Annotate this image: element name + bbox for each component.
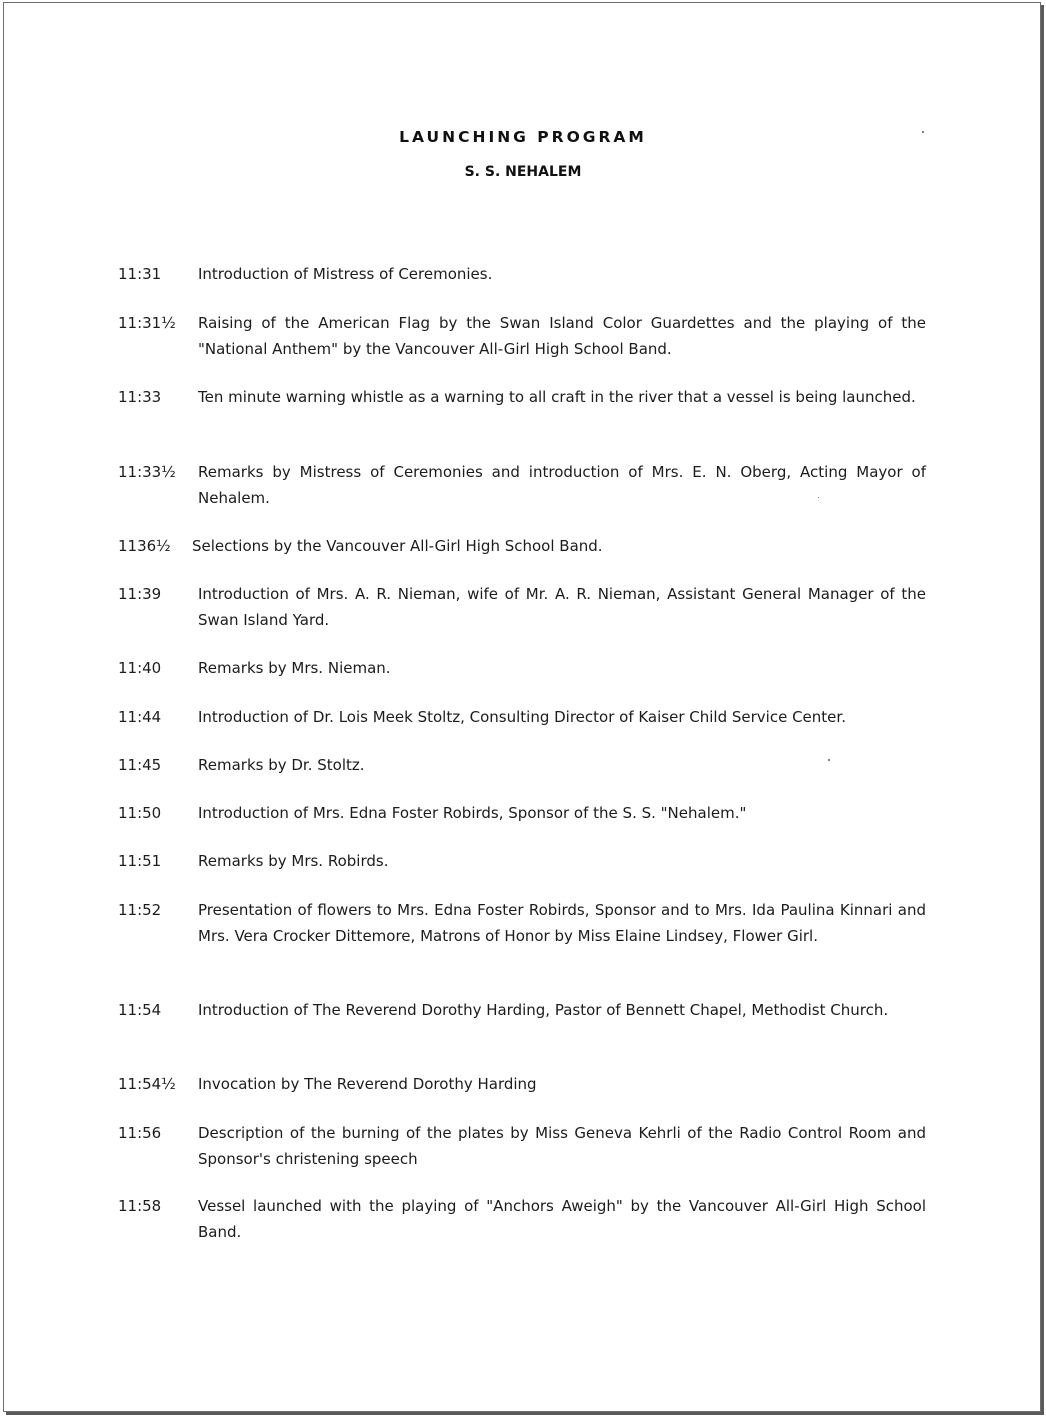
program-entry (118, 1120, 926, 1172)
paper-speck (828, 759, 830, 761)
entry-time: 11:50 (118, 804, 162, 822)
entry-description: Introduction of Mistress of Ceremonies. (198, 265, 493, 283)
page-subtitle: S. S. NEHALEM (464, 164, 582, 180)
entry-description: Introduction of Mrs. Edna Foster Robirds, Sponsor of the S. S. "Nehalem." (198, 804, 747, 822)
entry-time: 11:31½ (118, 314, 176, 332)
program-entry (118, 997, 926, 1023)
entry-description: Introduction of Dr. Lois Meek Stoltz, Consulting Director of Kaiser Child Service Center. (198, 708, 846, 726)
program-entry (118, 897, 926, 949)
program-entry (118, 704, 926, 730)
entry-description: Remarks by Mrs. Nieman. (198, 659, 391, 677)
entry-description: Introduction of The Reverend Dorothy Harding, Pastor of Bennett Chapel, Methodist Church. (198, 1001, 889, 1019)
program-entry (118, 1193, 926, 1245)
entry-time: 11:51 (118, 852, 162, 870)
entry-description: Invocation by The Reverend Dorothy Harding (198, 1075, 537, 1093)
entry-time: 11:39 (118, 585, 162, 603)
program-entry (118, 752, 926, 778)
entry-time: 11:56 (118, 1124, 162, 1142)
entry-time: 1136½ (118, 537, 171, 555)
program-entry (118, 310, 926, 362)
entry-time: 11:44 (118, 708, 162, 726)
entry-time: 11:54½ (118, 1075, 176, 1093)
program-entry (118, 655, 926, 681)
program-entry (118, 581, 926, 633)
entry-description: Remarks by Mistress of Ceremonies and introduction of Mrs. E. N. Oberg, Acting Mayor of Nehalem. (198, 463, 926, 507)
paper-speck (922, 131, 924, 133)
entry-time: 11:33 (118, 388, 162, 406)
program-entry (118, 848, 926, 874)
program-entry (118, 533, 926, 559)
entry-time: 11:45 (118, 756, 162, 774)
program-entry (118, 384, 926, 410)
program-entry (118, 800, 926, 826)
entry-description: Vessel launched with the playing of "Anchors Aweigh" by the Vancouver All-Girl High School Band. (198, 1197, 926, 1241)
entry-description: Remarks by Dr. Stoltz. (198, 756, 365, 774)
entry-time: 11:58 (118, 1197, 162, 1215)
entry-description: Remarks by Mrs. Robirds. (198, 852, 389, 870)
entry-description: Raising of the American Flag by the Swan Island Color Guardettes and the playing of the "National Anthem" by the Vancouver All-Girl High School Band. (198, 314, 926, 358)
paper-speck (818, 497, 819, 498)
program-entry (118, 1071, 926, 1097)
entry-time: 11:33½ (118, 463, 176, 481)
entry-time: 11:40 (118, 659, 162, 677)
program-entry (118, 261, 926, 287)
entry-time: 11:52 (118, 901, 162, 919)
entry-time: 11:54 (118, 1001, 162, 1019)
entry-time: 11:31 (118, 265, 162, 283)
program-entry (118, 459, 926, 511)
entry-description: Description of the burning of the plates by Miss Geneva Kehrli of the Radio Control Room and Sponsor's christening speech (198, 1124, 926, 1168)
page-title: LAUNCHING PROGRAM (399, 128, 647, 146)
entry-description: Presentation of flowers to Mrs. Edna Foster Robirds, Sponsor and to Mrs. Ida Paulina Kinnari and Mrs. Vera Crocker Dittemore, Matrons of Honor by Miss Elaine Lindsey, Flower Girl. (198, 901, 926, 945)
entry-description: Introduction of Mrs. A. R. Nieman, wife of Mr. A. R. Nieman, Assistant General Manager of the Swan Island Yard. (198, 585, 926, 629)
entry-description: Ten minute warning whistle as a warning to all craft in the river that a vessel is being launched. (198, 388, 916, 406)
entry-description: Selections by the Vancouver All-Girl High School Band. (192, 537, 603, 555)
